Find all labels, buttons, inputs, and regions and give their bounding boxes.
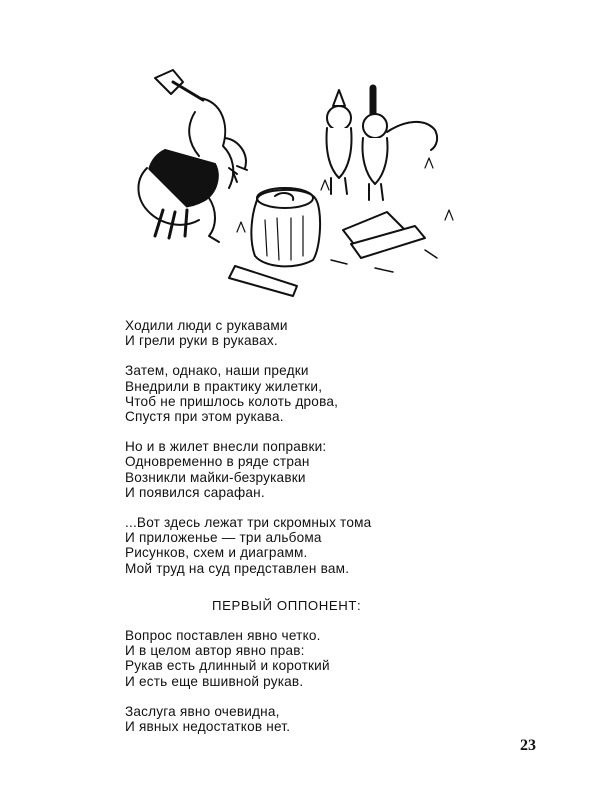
stanza xyxy=(125,515,455,576)
poem-line: Затем, однако, наши предки xyxy=(125,363,309,379)
poem-line: Чтоб не пришлось колоть дрова, xyxy=(125,393,339,409)
stanza xyxy=(125,363,455,424)
poem-line: И приложенье — три альбома xyxy=(125,530,322,546)
poem-line: Спустя при этом рукава. xyxy=(125,409,284,425)
poem-line: Рисунков, схем и диаграмм. xyxy=(125,545,308,561)
poem-line: Заслуга явно очевидна, xyxy=(125,703,280,719)
poem-line: И явных недостатков нет. xyxy=(125,719,291,735)
poem-line: И появился сарафан. xyxy=(125,484,265,500)
woodcutter-illustration-icon xyxy=(125,60,465,310)
poem-line: Мой труд на суд представлен вам. xyxy=(125,560,350,576)
poem-line: Рукав есть длинный и короткий xyxy=(125,658,330,674)
poem-line: Внедрили в практику жилетки, xyxy=(125,378,323,394)
stanza xyxy=(125,318,455,348)
poem-line: Вопрос поставлен явно четко. xyxy=(125,628,321,643)
stanza xyxy=(125,704,455,734)
poem-line: Но и в жилет внесли поправки: xyxy=(125,439,327,455)
poem-line: Одновременно в ряде стран xyxy=(125,454,310,470)
poem-line: И в целом автор явно прав: xyxy=(125,643,305,659)
stanza xyxy=(125,439,455,500)
poem-text xyxy=(125,318,455,591)
poem-line: ...Вот здесь лежат три скромных тома xyxy=(125,515,372,531)
poem-text-opponent xyxy=(125,628,455,749)
poem-line: И грели руки в рукавах. xyxy=(125,333,278,349)
poem-line: Возникли майки-безрукавки xyxy=(125,469,306,485)
section-heading: ПЕРВЫЙ ОППОНЕНТ: xyxy=(212,598,362,613)
stanza xyxy=(125,628,455,689)
poem-line: И есть еще вшивной рукав. xyxy=(125,673,304,689)
page-number: 23 xyxy=(520,737,536,754)
poem-line: Ходили люди с рукавами xyxy=(125,318,288,333)
